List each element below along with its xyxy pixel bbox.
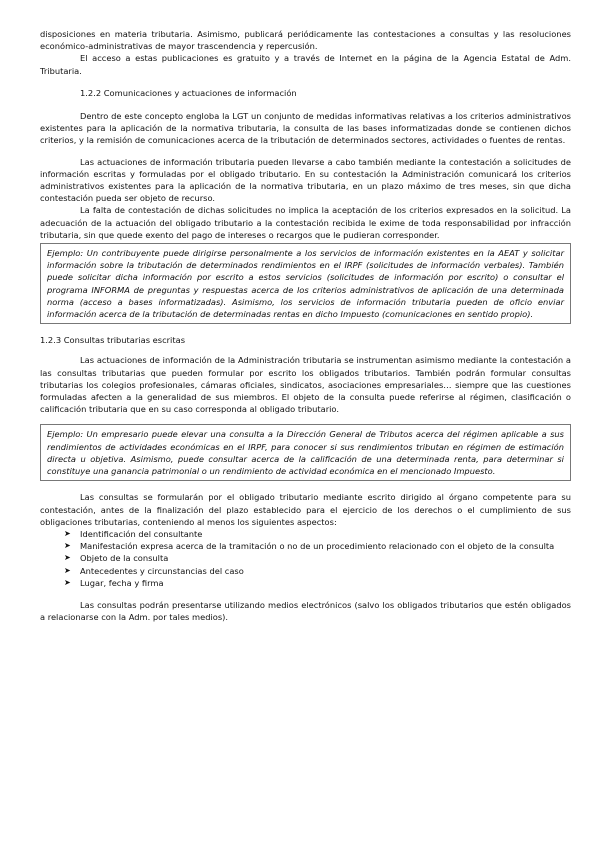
example-text-2: Ejemplo: Un empresario puede elevar una consulta a la Dirección General de Tributos acerca del régimen aplicable a sus rendimientos de actividades económicas en el IRPF, para conocer si sus rendimientos tributan en régimen de estimación directa u objetiva. Asimismo, puede consultar acerca de la calificación de una determinada renta, para determinar si constituye una ganancia patrimonial o un rendimiento de actividad económica en el mencionado Impuesto.	[47, 429, 564, 477]
document-page	[40, 28, 571, 623]
list-item: ➤ Manifestación expresa acerca de la tramitación o no de un procedimiento relacionado con el objeto de la consulta	[64, 541, 555, 552]
arrow-bullet-icon: ➤	[64, 565, 71, 575]
paragraph-concept: Dentro de este concepto engloba la LGT un conjunto de medidas informativas relativas a los criterios administrativos existentes para la aplicación de la normativa tributaria, la consulta de las bases informatizadas donde se contienen dichos criterios, y la remisión de comunicaciones acerca de la tributación de determinados sectores, actividades o fuentes de rentas.	[40, 111, 571, 146]
list-item: ➤ Objeto de la consulta	[64, 553, 169, 564]
arrow-bullet-icon: ➤	[64, 528, 71, 538]
arrow-bullet-icon: ➤	[64, 541, 71, 551]
example-text-1: Ejemplo: Un contribuyente puede dirigirse personalmente a los servicios de información existentes en la AEAT y solicitar información sobre la tributación de determinados rendimientos en el IRPF (solicitudes de información verbales). También puede solicitar dicha información por escrito a estos servicios (solicitudes de información por escrito) o consultar el programa INFORMA de preguntas y respuestas acerca de los criterios administrativos de aplicación de una determinada norma (acceso a bases informatizadas). Asimismo, los servicios de información tributaria pueden de oficio enviar información acerca de la tributación de determinadas rentas en dicho Impuesto (comunicaciones en sentido propio).	[47, 248, 564, 320]
paragraph-falta-contestacion: La falta de contestación de dichas solicitudes no implica la aceptación de los criterios expresados en la solicitud. La adecuación de la actuación del obligado tributario a la contestación recibida le exime de toda responsabilidad por infracción tributaria, sin que quede exento del pago de intereses o recargos que le pudieran corresponder.	[40, 205, 571, 240]
paragraph-intro: disposiciones en materia tributaria. Asimismo, publicará periódicamente las contestaciones a consultas y las resoluciones económico-administrativas de mayor trascendencia y repercusión.	[40, 29, 571, 52]
section-heading-1-2-3: 1.2.3 Consultas tributarias escritas	[40, 335, 186, 346]
paragraph-medios-electronicos: Las consultas podrán presentarse utilizando medios electrónicos (salvo los obligados tributarios que estén obligados a relacionarse con la Adm. por tales medios).	[40, 599, 571, 623]
example-box-1	[40, 243, 571, 324]
example-box-2	[40, 424, 571, 481]
arrow-bullet-icon: ➤	[64, 553, 71, 563]
paragraph-actuaciones: Las actuaciones de información tributaria pueden llevarse a cabo también mediante la contestación a solicitudes de información escritas y formuladas por el obligado tributario. En su contestación la Administración comunicará los criterios administrativos existentes para la aplicación de la normativa tributaria, en un plazo máximo de tres meses, sin que dicha contestación pueda ser objeto de recurso.	[40, 156, 571, 204]
paragraph-consultas: Las actuaciones de información de la Administración tributaria se instrumentan asimismo mediante la contestación a las consultas tributarias que pueden formular por escrito los obligados tributarios. También podrán formular consultas tributarias los colegios profesionales, cámaras oficiales, sindicatos, asociaciones empresariales… siempre que las cuestiones formuladas afecten a la generalidad de sus miembros. El objeto de la consulta puede referirse al régimen, clasificación o calificación tributaria que en su caso corresponda al obligado tributario.	[40, 355, 571, 415]
paragraph-formulacion: Las consultas se formularán por el obligado tributario mediante escrito dirigido al órgano competente para su contestación, antes de la finalización del plazo establecido para el ejercicio de los derechos o el cumplimiento de sus obligaciones tributarias, conteniendo al menos los siguientes aspectos:	[40, 492, 571, 527]
section-heading-1-2-2: 1.2.2 Comunicaciones y actuaciones de información	[80, 87, 297, 98]
aspects-list	[40, 528, 571, 589]
list-item: ➤ Identificación del consultante	[64, 528, 203, 539]
arrow-bullet-icon: ➤	[64, 577, 71, 587]
list-item: ➤ Lugar, fecha y firma	[64, 577, 164, 588]
paragraph-access: El acceso a estas publicaciones es gratuito y a través de Internet en la página de la Agencia Estatal de Adm. Tributaria.	[40, 53, 571, 76]
list-item: ➤ Antecedentes y circunstancias del caso	[64, 565, 244, 576]
